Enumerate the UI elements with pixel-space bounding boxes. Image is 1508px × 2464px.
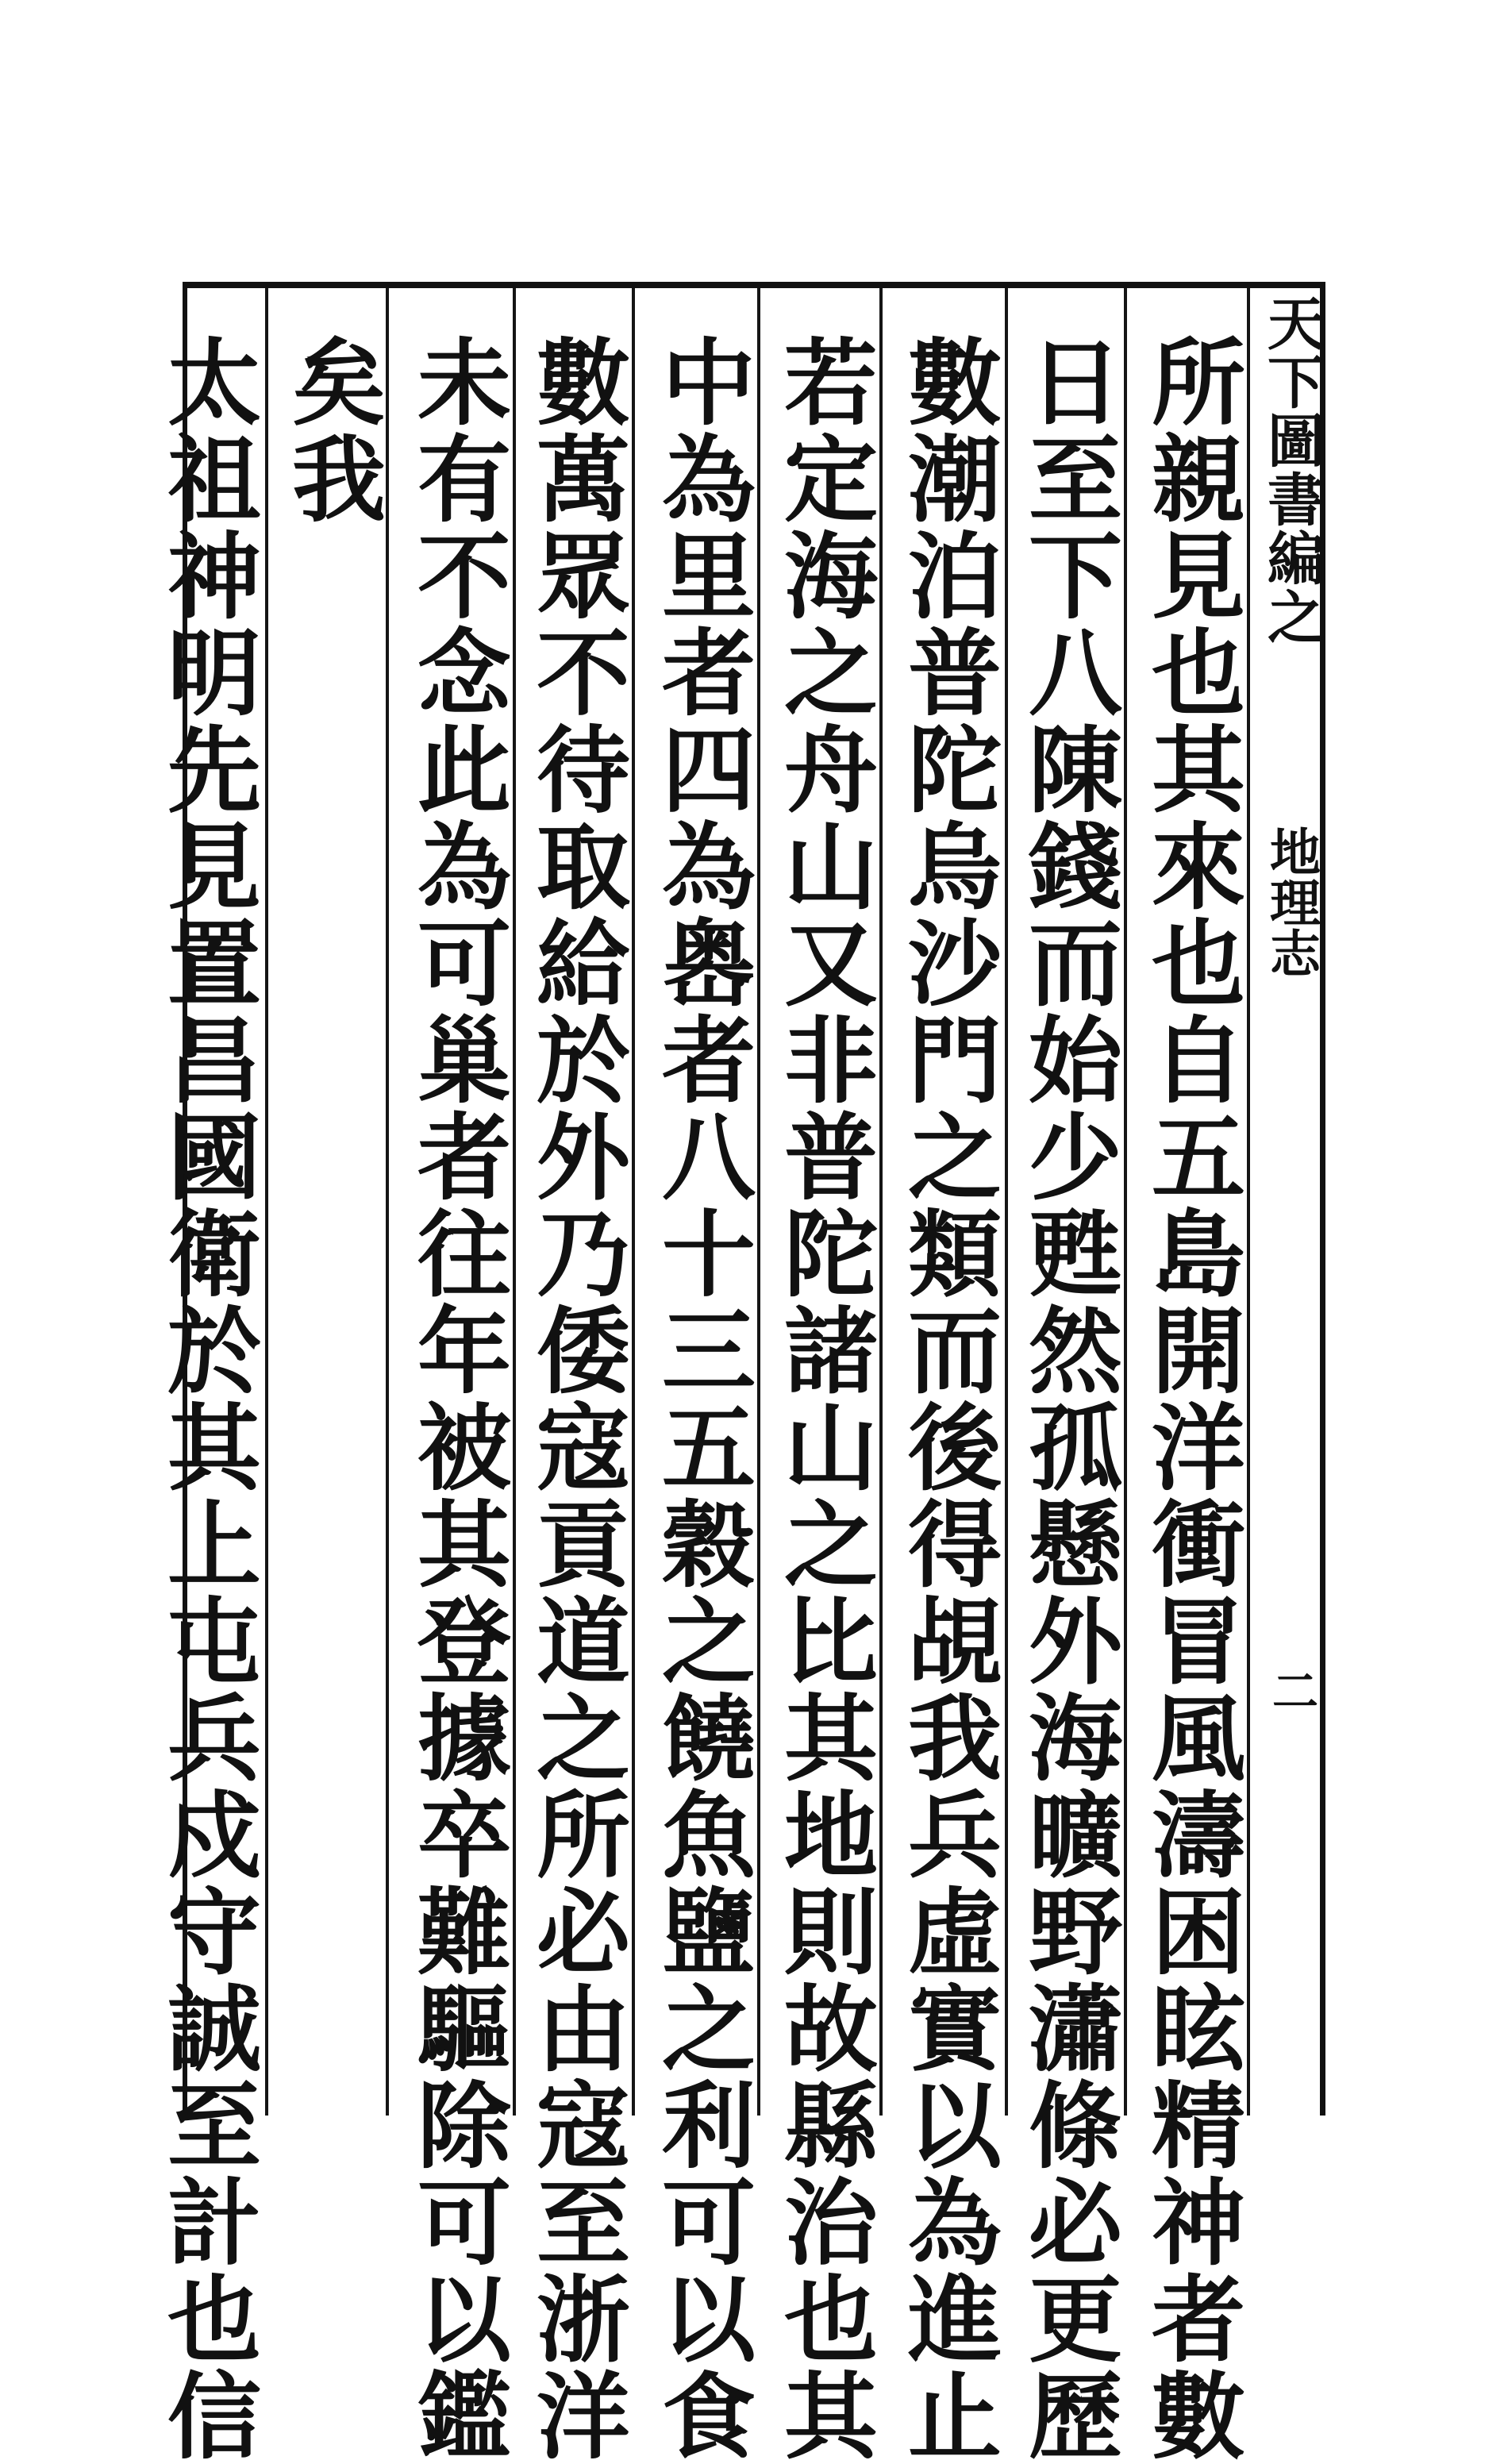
folio-number: 二 (1264, 1667, 1318, 1713)
text-column-7: 未有不念此為可巢者往年被其登據卒難驅除可以鑑 (402, 333, 512, 2464)
column-rule (386, 288, 389, 2116)
running-title: 天下圖書編之 (1258, 294, 1325, 646)
section-title: 地理志 (1261, 826, 1321, 978)
text-column-8: 矣我 (276, 333, 387, 527)
text-column-1: 所親見也其來也自五島開洋衝冒風濤困眩精神者數 (1136, 333, 1246, 2464)
text-column-9: 太祖神明先見置昌國衛於其上屯兵戍守誠至計也信 (152, 333, 262, 2464)
text-column-3: 數潮泊普陀烏沙門之類而後得覘我兵虛實以為進止 (892, 333, 1002, 2464)
text-column-6: 數萬眾不待取給於外乃倭寇貢道之所必由寇至浙洋 (521, 333, 631, 2464)
text-column-2: 日至下八陳錢而始少甦然孤懸外海曠野瀟條必更歷 (1013, 333, 1123, 2464)
text-column-4: 若定海之舟山又非普陀諸山之比其地則故縣治也其 (768, 333, 879, 2464)
text-column-5: 中為里者四為嶴者八十三五穀之饒魚鹽之利可以食 (646, 333, 756, 2464)
